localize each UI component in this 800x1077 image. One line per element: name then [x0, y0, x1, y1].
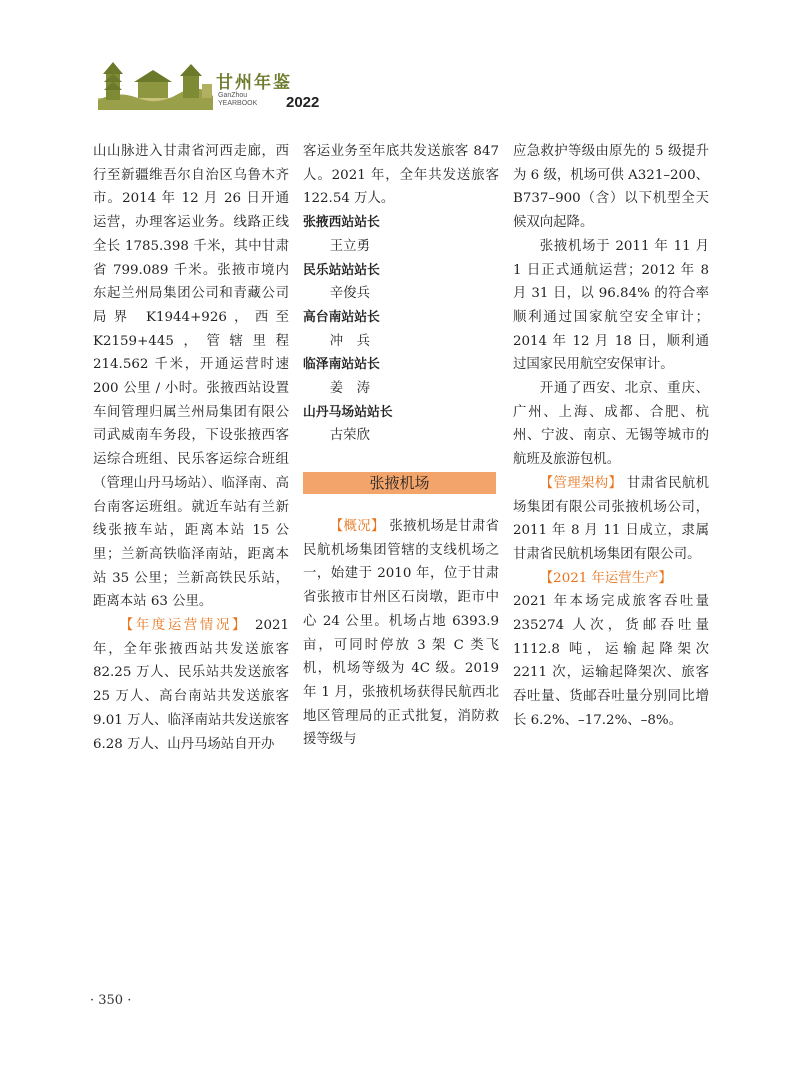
yearbook-title: 甘州年鉴 — [216, 73, 292, 93]
role-name: 姜 涛 — [329, 381, 370, 397]
role-name: 古荣欣 — [329, 428, 370, 444]
role-title: 高台南站站长 — [303, 309, 380, 325]
role-title: 张掖西站站长 — [303, 215, 380, 231]
role-title: 临泽南站站长 — [303, 357, 380, 373]
pagoda-landscape-logo — [98, 60, 213, 112]
management-text: 甘肃省民航机场集团有限公司张掖机场公司，2011 年 8 月 11 日成立，隶属甘肃省民航机场集团有限公司。 — [513, 475, 710, 562]
role-title: 山丹马场站站长 — [303, 404, 393, 420]
column-left — [93, 140, 289, 756]
role-title: 民乐站站站长 — [303, 262, 380, 278]
passenger-summary-paragraph: 客运业务至年底共发送旅客 847 人。2021 年，全年共发送旅客 122.54 万人。 — [303, 144, 499, 207]
role-name: 王立勇 — [329, 238, 370, 254]
rescue-level-paragraph: 应急救护等级由原先的 5 级提升为 6 级，机场可供 A321–200、B737–900（含）以下机型全天候双向起降。 — [513, 144, 709, 231]
rail-line-paragraph: 山山脉进入甘肃省河西走廊，西行至新疆维吾尔自治区乌鲁木齐市。2014 年 12 月 26 日开通运营，办理客运业务。线路正线全长 1785.398 千米，其中甘肃省 799.089 千米。张掖市境内东起兰州局集团公司和青藏公司局界 K1944+926，西至 K2159+445，管辖里程 214.562 千米，开通运营时速 200 公里 / 小时。张掖西站设置车间管理归属兰州局集团有限公司武威南车务段，下设张掖西客运综合班组、民乐客运综合班组（管理山丹马场站）、临泽南、高台南客运班组。就近车站有兰新线张掖车站，距离本站 15 公里；兰新高铁临泽南站，距离本站 35 公里；兰新高铁民乐站，距离本站 63 公里。 — [93, 144, 289, 610]
role-name: 冲 兵 — [329, 333, 370, 349]
column-right — [513, 140, 709, 733]
annual-operations-text: 2021 年，全年张掖西站共发送旅客 82.25 万人、民乐站共发送旅客 25 万人、高台南站共发送旅客 9.01 万人、临泽南站共发送旅客 6.28 万人、山丹马场站自开办 — [93, 618, 290, 752]
page-number: · 350 · — [90, 993, 132, 1008]
airport-overview-text: 张掖机场是甘肃省民航机场集团管辖的支线机场之一，始建于 2010 年，位于甘肃省张掖市甘州区石岗墩，距市中心 24 公里。机场占地 6393.9 亩，可同时停放 3 架 C 类飞机，机场等级为 4C 级。2019 年 1 月，张掖机场获得民航西北地区管理局的正式批复，消防救援等级与 — [303, 519, 500, 748]
overview-tag: 【概况】 — [329, 519, 385, 534]
production-tag: 【2021 年运营生产】 — [539, 570, 672, 586]
section-heading-airport: 张掖机场 — [303, 472, 496, 494]
annual-operations-tag: 【年度运营情况】 — [119, 618, 249, 634]
role-name: 辛俊兵 — [329, 286, 370, 302]
yearbook-english-label: YEARBOOK — [218, 100, 258, 107]
yearbook-header — [98, 60, 338, 112]
production-paragraph — [513, 567, 709, 591]
airport-history-paragraph: 张掖机场于 2011 年 11 月 1 日正式通航运营；2012 年 8 月 31 日，以 96.84% 的符合率顺利通过国家航空安全审计；2014 年 12 月 18 日，顺利通过国家民用航空安保审计。 — [513, 238, 709, 373]
management-paragraph — [513, 472, 709, 567]
annual-operations-paragraph — [93, 614, 289, 756]
column-middle — [303, 140, 499, 448]
routes-paragraph: 开通了西安、北京、重庆、广州、上海、成都、合肥、杭州、宁波、南京、无锡等城市的航班及旅游包机。 — [513, 381, 709, 468]
airport-overview-paragraph — [303, 515, 499, 752]
yearbook-year: 2022 — [286, 94, 320, 111]
production-text: 2021 年本场完成旅客吞吐量 235274 人次，货邮吞吐量 1112.8 吨，运输起降架次 2211 次，运输起降架次、旅客吞吐量、货邮吞吐量分别同比增长 6.2%、–17.2%、–8%。 — [513, 594, 709, 728]
column-middle-airport — [303, 515, 499, 752]
yearbook-english-name: GanZhou — [218, 92, 248, 99]
management-tag: 【管理架构】 — [539, 475, 623, 491]
